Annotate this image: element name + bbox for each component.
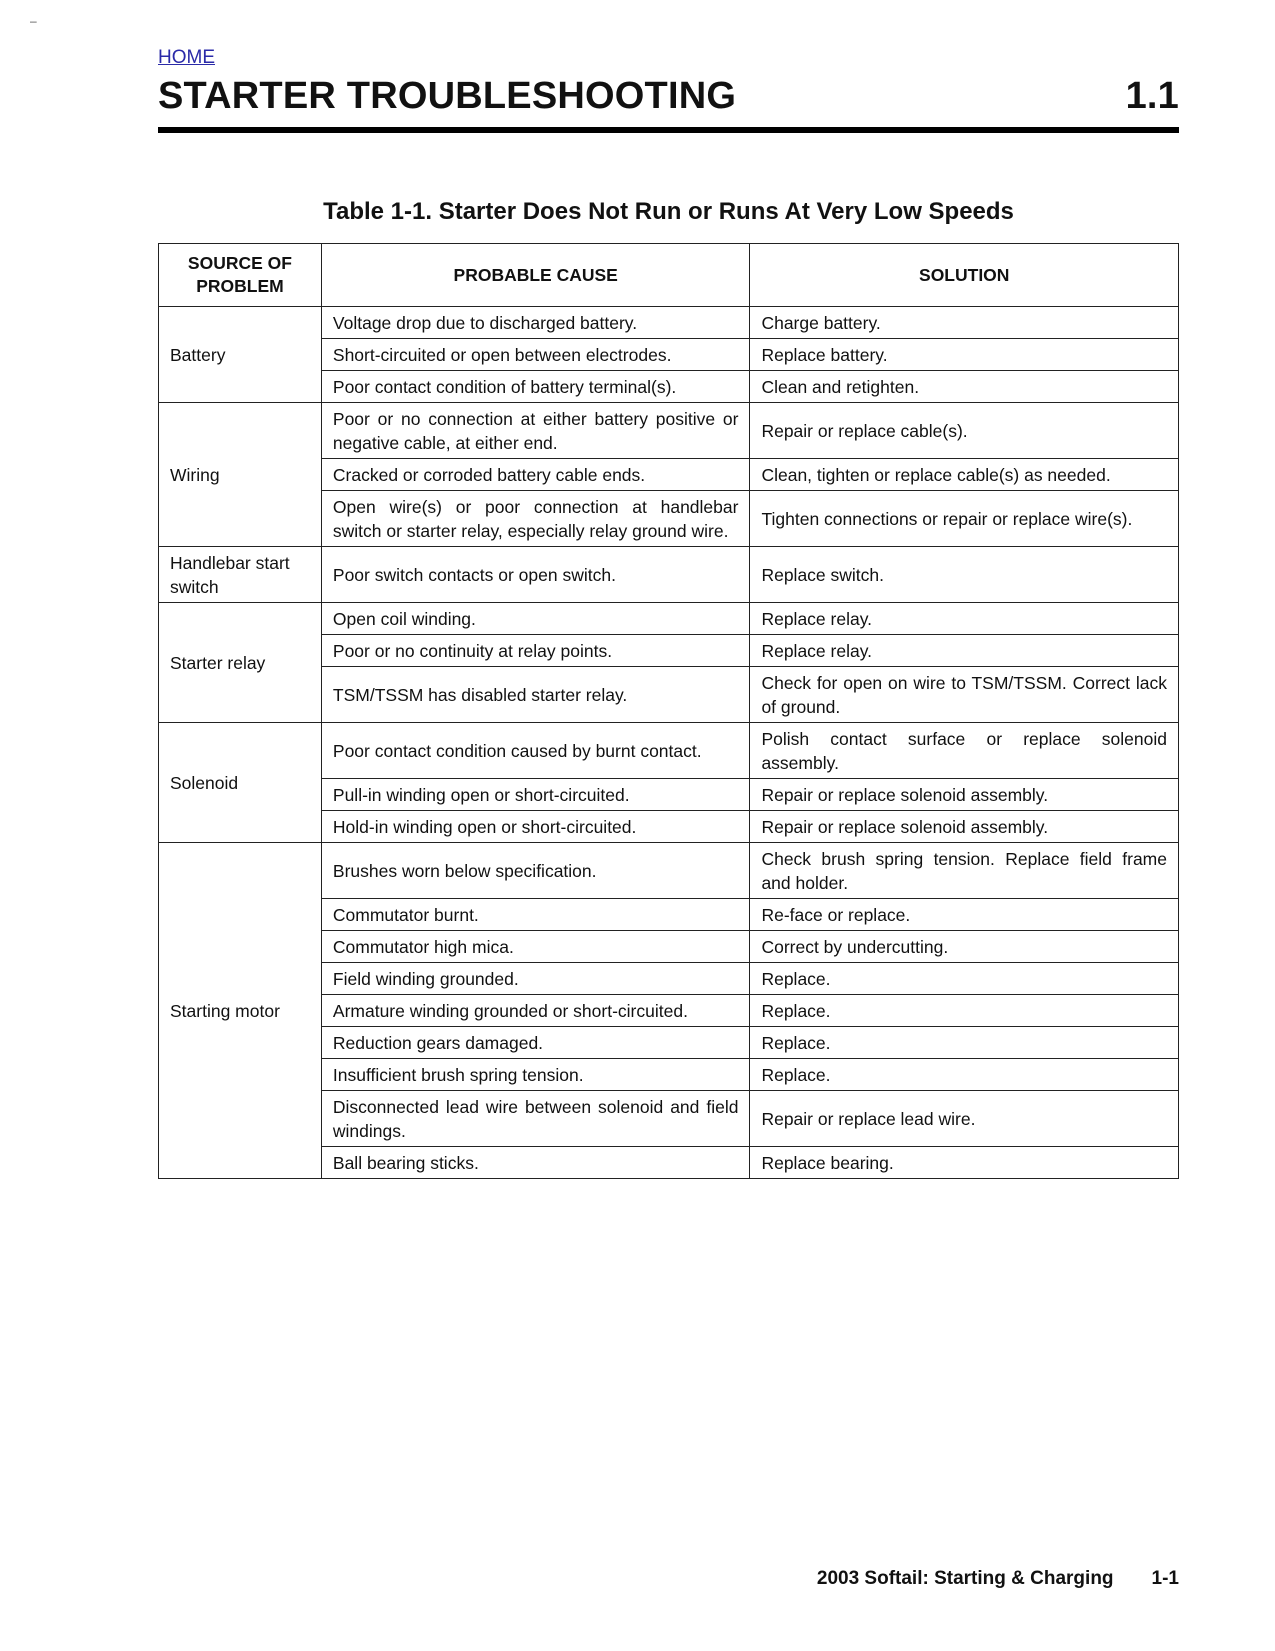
solution-cell: Check for open on wire to TSM/TSSM. Correct lack of ground. [750, 667, 1179, 723]
table-row [159, 603, 1179, 635]
solution-cell: Repair or replace lead wire. [750, 1091, 1179, 1147]
cause-cell: Reduction gears damaged. [321, 1027, 750, 1059]
column-header-source: SOURCE OF PROBLEM [159, 244, 322, 307]
table-row [159, 723, 1179, 779]
source-cell: Wiring [159, 403, 322, 547]
cause-cell: Short-circuited or open between electrodes. [321, 339, 750, 371]
troubleshooting-table [158, 243, 1179, 1179]
cause-cell: Voltage drop due to discharged battery. [321, 307, 750, 339]
table-row [159, 307, 1179, 339]
cause-cell: Open coil winding. [321, 603, 750, 635]
table-row [159, 843, 1179, 899]
solution-cell: Clean, tighten or replace cable(s) as needed. [750, 459, 1179, 491]
cause-cell: Poor contact condition of battery terminal(s). [321, 371, 750, 403]
solution-cell: Replace relay. [750, 603, 1179, 635]
page-footer [817, 1568, 1179, 1590]
cause-cell: Commutator burnt. [321, 899, 750, 931]
cause-cell: Armature winding grounded or short-circuited. [321, 995, 750, 1027]
solution-cell: Polish contact surface or replace solenoid assembly. [750, 723, 1179, 779]
cause-cell: Pull-in winding open or short-circuited. [321, 779, 750, 811]
solution-cell: Clean and retighten. [750, 371, 1179, 403]
cause-cell: Cracked or corroded battery cable ends. [321, 459, 750, 491]
solution-cell: Replace. [750, 963, 1179, 995]
cause-cell: Ball bearing sticks. [321, 1147, 750, 1179]
cause-cell: Poor or no connection at either battery positive or negative cable, at either end. [321, 403, 750, 459]
cause-cell: Commutator high mica. [321, 931, 750, 963]
page-header [158, 72, 1179, 120]
solution-cell: Check brush spring tension. Replace field frame and holder. [750, 843, 1179, 899]
solution-cell: Replace switch. [750, 547, 1179, 603]
footer-page-number: 1-1 [1151, 1568, 1179, 1589]
source-cell: Handlebar start switch [159, 547, 322, 603]
solution-cell: Replace. [750, 1059, 1179, 1091]
table-header-row [159, 244, 1179, 307]
cause-cell: Disconnected lead wire between solenoid and field windings. [321, 1091, 750, 1147]
cause-cell: Brushes worn below specification. [321, 843, 750, 899]
source-cell: Solenoid [159, 723, 322, 843]
footer-text: 2003 Softail: Starting & Charging [816, 1568, 1114, 1589]
title-rule [158, 127, 1179, 133]
solution-cell: Re-face or replace. [750, 899, 1179, 931]
source-cell: Starting motor [159, 843, 322, 1179]
section-number: 1.1 [1125, 74, 1179, 117]
source-cell: Battery [159, 307, 322, 403]
page-title: STARTER TROUBLESHOOTING [158, 74, 737, 117]
column-header-cause: PROBABLE CAUSE [321, 244, 750, 307]
cause-cell: Field winding grounded. [321, 963, 750, 995]
solution-cell: Replace relay. [750, 635, 1179, 667]
corner-mark: – [30, 14, 37, 28]
solution-cell: Replace. [750, 995, 1179, 1027]
source-cell: Starter relay [159, 603, 322, 723]
solution-cell: Repair or replace solenoid assembly. [750, 779, 1179, 811]
cause-cell: Insufficient brush spring tension. [321, 1059, 750, 1091]
solution-cell: Charge battery. [750, 307, 1179, 339]
cause-cell: Hold-in winding open or short-circuited. [321, 811, 750, 843]
table-caption: Table 1-1. Starter Does Not Run or Runs At Very Low Speeds [323, 198, 1014, 225]
solution-cell: Correct by undercutting. [750, 931, 1179, 963]
solution-cell: Replace battery. [750, 339, 1179, 371]
cause-cell: Poor switch contacts or open switch. [321, 547, 750, 603]
solution-cell: Replace. [750, 1027, 1179, 1059]
column-header-solution: SOLUTION [750, 244, 1179, 307]
home-link[interactable]: HOME [158, 47, 215, 68]
table-body [159, 307, 1179, 1179]
cause-cell: Open wire(s) or poor connection at handlebar switch or starter relay, especially relay ground wire. [321, 491, 750, 547]
cause-cell: TSM/TSSM has disabled starter relay. [321, 667, 750, 723]
cause-cell: Poor or no continuity at relay points. [321, 635, 750, 667]
solution-cell: Replace bearing. [750, 1147, 1179, 1179]
solution-cell: Repair or replace cable(s). [750, 403, 1179, 459]
cause-cell: Poor contact condition caused by burnt contact. [321, 723, 750, 779]
table-row [159, 547, 1179, 603]
solution-cell: Repair or replace solenoid assembly. [750, 811, 1179, 843]
table-row [159, 403, 1179, 459]
solution-cell: Tighten connections or repair or replace wire(s). [750, 491, 1179, 547]
